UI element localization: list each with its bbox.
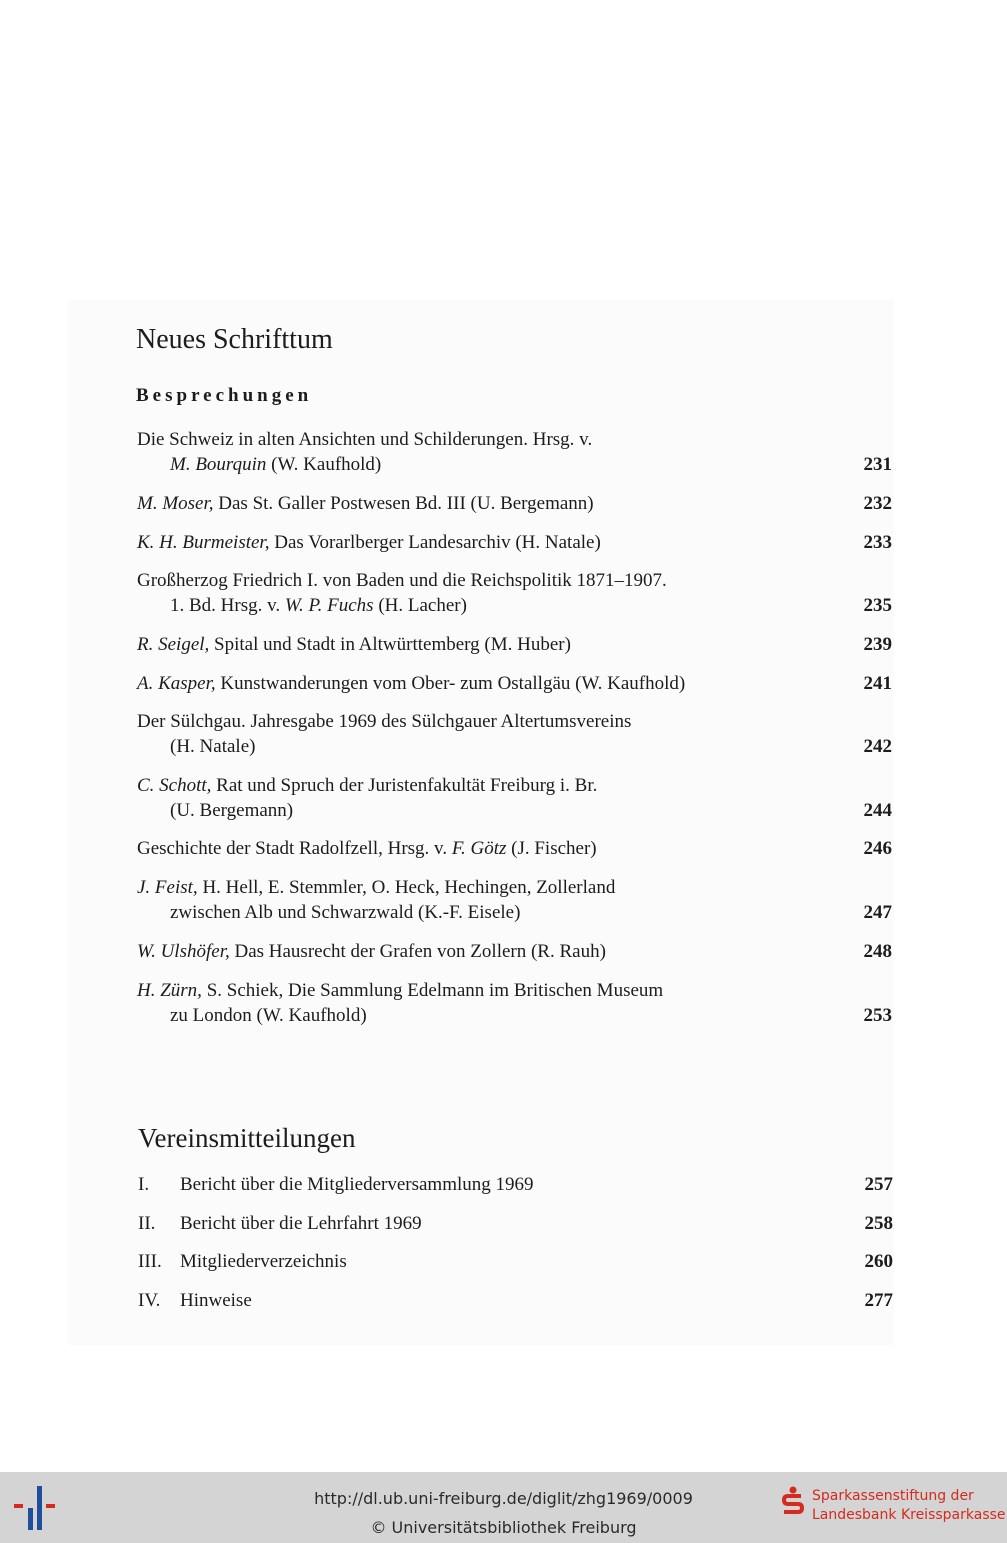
document-url[interactable]: http://dl.ub.uni-freiburg.de/diglit/zhg1969/0009 [314, 1489, 693, 1508]
vereins-entry [138, 1249, 893, 1274]
review-entry: M. Moser, Das St. Galler Postwesen Bd. III (U. Bergemann) 232 [137, 493, 892, 514]
entry-author: W. P. Fuchs [284, 595, 374, 616]
sparkasse-logo-icon [780, 1486, 806, 1516]
entry-title: Bericht über die Lehrfahrt 1969 [180, 1213, 422, 1234]
page-number: 231 [863, 454, 892, 475]
vereins-entry [138, 1288, 893, 1313]
review-entry: Der Sülchgau. Jahresgabe 1969 des Sülchgauer Altertumsvereins (H. Natale) 242 [137, 711, 892, 757]
page-number: 247 [863, 902, 892, 923]
review-entry: Großherzog Friedrich I. von Baden und die Reichspolitik 1871–1907. 1. Bd. Hrsg. v. W. P. Fuchs (H. Lacher) 235 [137, 570, 892, 616]
page-number: 242 [863, 736, 892, 757]
review-entry: A. Kasper, Kunstwanderungen vom Ober- zum Ostallgäu (W. Kaufhold) 241 [137, 673, 892, 694]
review-entry: H. Zürn, S. Schiek, Die Sammlung Edelmann im Britischen Museum zu London (W. Kaufhold) 253 [137, 980, 892, 1026]
entry-author: A. Kasper, [137, 673, 216, 694]
entry-numeral: I. [138, 1174, 150, 1195]
entry-author: W. Ulshöfer, [137, 941, 230, 962]
entry-author: M. Moser, [137, 493, 214, 514]
section-heading-vereinsmitteilungen: Vereinsmitteilungen [138, 1123, 356, 1153]
entry-author: C. Schott, [137, 775, 212, 796]
sponsor-line: Sparkassenstiftung der [812, 1488, 974, 1504]
section-heading-neues-schrifttum: Neues Schrifttum [136, 324, 333, 355]
page-number: 246 [863, 838, 892, 859]
entry-author: M. Bourquin [170, 454, 267, 475]
page-number: 248 [863, 941, 892, 962]
vereins-entry [138, 1211, 893, 1236]
review-entry: C. Schott, Rat und Spruch der Juristenfakultät Freiburg i. Br. (U. Bergemann) 244 [137, 775, 892, 821]
sponsor-line: Landesbank Kreissparkasse [812, 1507, 1006, 1523]
page-number: 235 [863, 595, 892, 616]
entry-author: K. H. Burmeister, [137, 532, 270, 553]
review-entry: R. Seigel, Spital und Stadt in Altwürttemberg (M. Huber) 239 [137, 634, 892, 655]
review-entry: Die Schweiz in alten Ansichten und Schilderungen. Hrsg. v. M. Bourquin (W. Kaufhold) 231 [137, 429, 892, 475]
page-number: 239 [863, 634, 892, 655]
page-number: 257 [864, 1174, 893, 1195]
review-entry: K. H. Burmeister, Das Vorarlberger Landesarchiv (H. Natale) 233 [137, 532, 892, 553]
entry-author: F. Götz [451, 838, 507, 859]
page-number: 277 [864, 1290, 893, 1311]
page-number: 233 [863, 532, 892, 553]
entry-title: Mitgliederverzeichnis [180, 1251, 347, 1272]
review-entry: W. Ulshöfer, Das Hausrecht der Grafen von Zollern (R. Rauh) 248 [137, 941, 892, 962]
page-number: 241 [863, 673, 892, 694]
subheading-besprechungen: Besprechungen [136, 385, 313, 406]
page-number: 258 [864, 1213, 893, 1234]
vereins-entry [138, 1172, 893, 1197]
copyright-notice: © Universitätsbibliothek Freiburg [370, 1518, 637, 1537]
entry-author: R. Seigel, [137, 634, 210, 655]
entry-author: H. Zürn, [137, 980, 202, 1001]
review-entry: J. Feist, H. Hell, E. Stemmler, O. Heck, Hechingen, Zollerland zwischen Alb und Schwarzwald (K.-F. Eisele) 247 [137, 877, 892, 923]
page-number: 260 [864, 1251, 893, 1272]
sponsor-text[interactable] [812, 1487, 1006, 1525]
review-entry: Geschichte der Stadt Radolfzell, Hrsg. v. F. Götz (J. Fischer) 246 [137, 838, 892, 859]
entry-title: Bericht über die Mitgliederversammlung 1969 [180, 1174, 534, 1195]
entry-numeral: II. [138, 1213, 156, 1234]
entry-numeral: IV. [138, 1290, 161, 1311]
entry-author: J. Feist, [137, 877, 198, 898]
entry-numeral: III. [138, 1251, 162, 1272]
page-number: 244 [863, 800, 892, 821]
entry-title: Hinweise [180, 1290, 252, 1311]
page-number: 232 [863, 493, 892, 514]
page-number: 253 [863, 1005, 892, 1026]
footer-bar [0, 1472, 1007, 1543]
